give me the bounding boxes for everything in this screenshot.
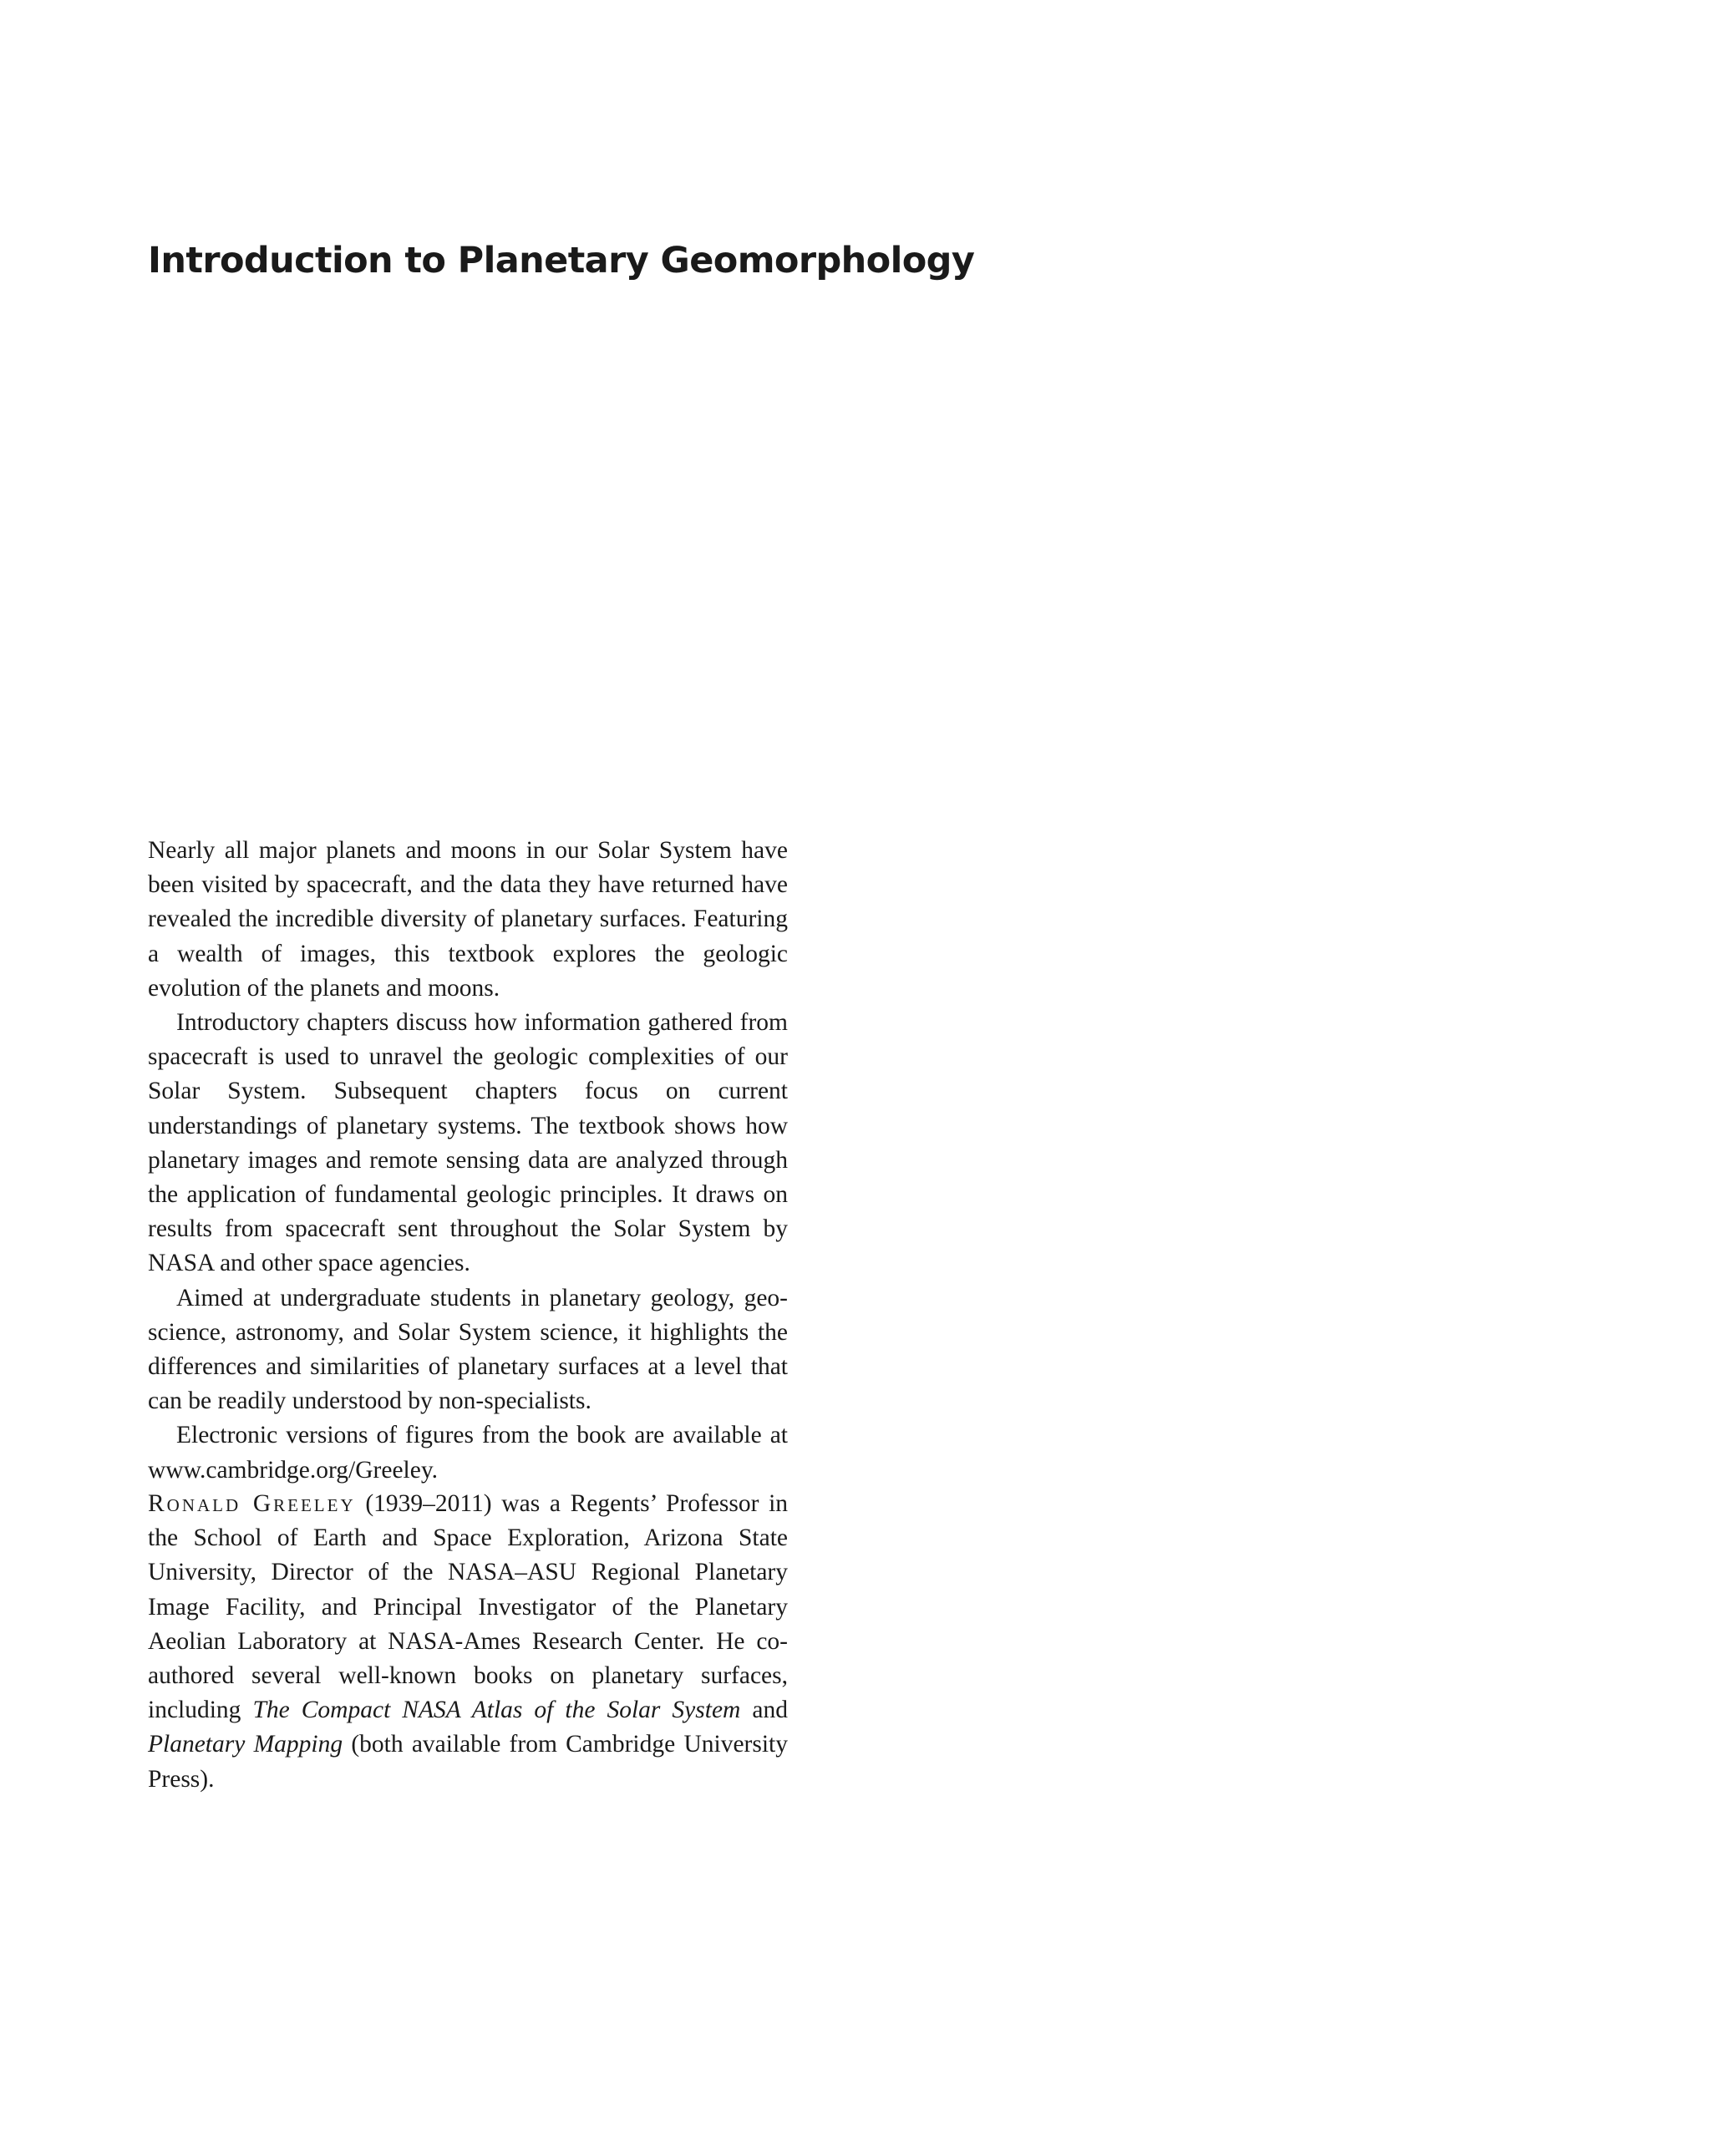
description-paragraph: Aimed at undergraduate students in planetary geology, geoscience, astronomy, and Solar System science, it highlights the differences and similarities of planetary surfaces at a level that can be readily understood by non-specialists. [148,1284,788,1415]
book-title: Planetary Mapping [148,1731,343,1758]
description-paragraph: Nearly all major planets and moons in our Solar System have been visited by spacecraft, and the data they have returned have revealed the incredible diversity of planetary surfaces. Featuring a wealth of images, this textbook explores the geologic evolution of the planets and moons. [148,837,788,1002]
author-name: Ronald Greeley [148,1490,356,1517]
bio-text: and [740,1697,788,1724]
description-paragraph: Electronic versions of figures from the book are available at www.cambridge.org/Greeley. [148,1422,788,1484]
bio-text: (1939–2011) was a Regents’ Professor in the School of Earth and Space Exploration, Arizona State University, Director of the NASA–ASU Regional Planetary Image Facility, and Principal Investigator of the Planetary Aeolian Laboratory at NASA-Ames Research Center. He co-authored several well-known books on planetary surfaces, including [148,1490,789,1724]
bio-text: (both available from Cambridge University Press). [148,1731,788,1793]
page-title: Introduction to Planetary Geomorphology [148,240,975,282]
description-paragraph: Introductory chapters discuss how information gathered from spacecraft is used to unravel the geologic complexities of our Solar System. Subsequent chapters focus on current understandings of planetary systems. The textbook shows how planetary images and remote sensing data are analyzed through the application of fundamental geologic principles. It draws on results from spacecraft sent throughout the Solar System by NASA and other space agencies. [148,1009,788,1277]
book-description [148,834,788,1488]
book-title: The Compact NASA Atlas of the Solar System [252,1697,741,1724]
author-bio [148,1487,788,1797]
